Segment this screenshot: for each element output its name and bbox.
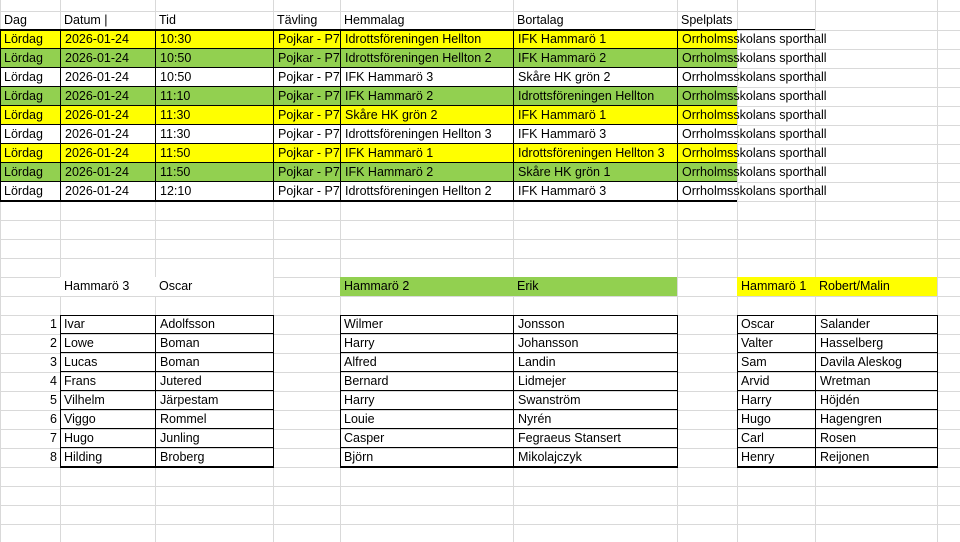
roster-first-name[interactable]: Harry — [340, 334, 513, 353]
roster-first-name[interactable]: Harry — [737, 391, 815, 410]
schedule-cell-plats[interactable]: Orrholmsskolans sporthall — [677, 106, 737, 125]
schedule-cell-borta[interactable]: Skåre HK grön 2 — [513, 68, 677, 87]
schedule-cell-tid[interactable]: 11:10 — [155, 87, 273, 106]
schedule-cell-datum[interactable]: 2026-01-24 — [60, 163, 155, 182]
roster-border — [340, 315, 678, 468]
roster-last-name[interactable]: Swanström — [513, 391, 677, 410]
roster-last-name[interactable]: Wretman — [815, 372, 937, 391]
roster-last-name[interactable]: Adolfsson — [155, 315, 273, 334]
schedule-cell-tavling[interactable]: Pojkar - P7 — [273, 163, 340, 182]
roster-coach[interactable]: Robert/Malin — [815, 277, 937, 296]
roster-first-name[interactable]: Lucas — [60, 353, 155, 372]
roster-first-name[interactable]: Bernard — [340, 372, 513, 391]
schedule-cell-dag[interactable]: Lördag — [0, 49, 60, 68]
schedule-cell-tid[interactable]: 12:10 — [155, 182, 273, 201]
schedule-cell-datum[interactable]: 2026-01-24 — [60, 182, 155, 201]
schedule-cell-plats[interactable]: Orrholmsskolans sporthall — [677, 87, 737, 106]
roster-first-name[interactable]: Henry — [737, 448, 815, 467]
schedule-cell-tavling[interactable]: Pojkar - P7 — [273, 144, 340, 163]
schedule-cell-datum[interactable]: 2026-01-24 — [60, 49, 155, 68]
schedule-cell-tavling[interactable]: Pojkar - P7 — [273, 106, 340, 125]
roster-player-number[interactable]: 6 — [50, 412, 57, 426]
schedule-cell-tid[interactable]: 11:30 — [155, 106, 273, 125]
roster-last-name[interactable]: Landin — [513, 353, 677, 372]
roster-first-name[interactable]: Casper — [340, 429, 513, 448]
schedule-cell-plats[interactable]: Orrholmsskolans sporthall — [677, 68, 737, 87]
roster-first-name[interactable]: Frans — [60, 372, 155, 391]
roster-last-name[interactable]: Boman — [155, 334, 273, 353]
roster-player-number[interactable]: 5 — [50, 393, 57, 407]
roster-first-name[interactable]: Hilding — [60, 448, 155, 467]
schedule-cell-tavling[interactable]: Pojkar - P7 — [273, 68, 340, 87]
schedule-cell-borta[interactable]: IFK Hammarö 1 — [513, 30, 677, 49]
roster-first-name[interactable]: Arvid — [737, 372, 815, 391]
schedule-cell-datum[interactable]: 2026-01-24 — [60, 106, 155, 125]
roster-last-name[interactable]: Reijonen — [815, 448, 937, 467]
roster-last-name[interactable]: Lidmejer — [513, 372, 677, 391]
schedule-border — [0, 30, 737, 202]
roster-first-name[interactable]: Harry — [340, 391, 513, 410]
schedule-cell-tavling[interactable]: Pojkar - P7 — [273, 125, 340, 144]
schedule-cell-dag[interactable]: Lördag — [0, 125, 60, 144]
roster-first-name[interactable]: Carl — [737, 429, 815, 448]
roster-last-name[interactable]: Höjdén — [815, 391, 937, 410]
roster-border — [737, 315, 938, 468]
header-hemmalag[interactable]: Hemmalag — [340, 11, 513, 30]
roster-team-name[interactable]: Hammarö 2 — [340, 277, 513, 296]
roster-player-number[interactable]: 7 — [50, 431, 57, 445]
schedule-cell-tid[interactable]: 11:30 — [155, 125, 273, 144]
roster-player-number[interactable]: 2 — [50, 336, 57, 350]
schedule-cell-plats[interactable]: Orrholmsskolans sporthall — [677, 144, 737, 163]
schedule-cell-tid[interactable]: 10:50 — [155, 49, 273, 68]
roster-last-name[interactable]: Mikolajczyk — [513, 448, 677, 467]
header-tavling[interactable]: Tävling — [273, 11, 340, 30]
schedule-cell-datum[interactable]: 2026-01-24 — [60, 68, 155, 87]
schedule-cell-plats[interactable]: Orrholmsskolans sporthall — [677, 163, 737, 182]
schedule-cell-hemma[interactable]: IFK Hammarö 2 — [340, 163, 513, 182]
roster-first-name[interactable]: Hugo — [60, 429, 155, 448]
roster-player-number[interactable]: 4 — [50, 374, 57, 388]
schedule-cell-tid[interactable]: 11:50 — [155, 163, 273, 182]
schedule-cell-hemma[interactable]: Idrottsföreningen Hellton 2 — [340, 49, 513, 68]
roster-last-name[interactable]: Broberg — [155, 448, 273, 467]
schedule-cell-dag[interactable]: Lördag — [0, 144, 60, 163]
roster-last-name[interactable]: Järpestam — [155, 391, 273, 410]
schedule-cell-tavling[interactable]: Pojkar - P7 — [273, 49, 340, 68]
schedule-cell-dag[interactable]: Lördag — [0, 68, 60, 87]
schedule-cell-tid[interactable]: 11:50 — [155, 144, 273, 163]
roster-first-name[interactable]: Vilhelm — [60, 391, 155, 410]
schedule-cell-borta[interactable]: Idrottsföreningen Hellton — [513, 87, 677, 106]
roster-first-name[interactable]: Oscar — [737, 315, 815, 334]
roster-coach[interactable]: Oscar — [155, 277, 273, 296]
roster-player-number[interactable]: 3 — [50, 355, 57, 369]
schedule-cell-hemma[interactable]: Idrottsföreningen Hellton 3 — [340, 125, 513, 144]
roster-last-name[interactable]: Junling — [155, 429, 273, 448]
roster-first-name[interactable]: Sam — [737, 353, 815, 372]
schedule-cell-tavling[interactable]: Pojkar - P7 — [273, 30, 340, 49]
header-bortalag[interactable]: Bortalag — [513, 11, 677, 30]
schedule-cell-tid[interactable]: 10:50 — [155, 68, 273, 87]
roster-coach[interactable]: Erik — [513, 277, 677, 296]
header-dag[interactable]: Dag — [0, 11, 60, 30]
roster-player-number[interactable]: 1 — [50, 317, 57, 331]
schedule-cell-borta[interactable]: IFK Hammarö 3 — [513, 182, 677, 201]
schedule-cell-hemma[interactable]: Idrottsföreningen Hellton — [340, 30, 513, 49]
roster-last-name[interactable]: Hasselberg — [815, 334, 937, 353]
roster-last-name[interactable]: Davila Aleskog — [815, 353, 937, 372]
roster-team-name[interactable]: Hammarö 3 — [60, 277, 155, 296]
roster-first-name[interactable]: Alfred — [340, 353, 513, 372]
schedule-cell-borta[interactable]: IFK Hammarö 1 — [513, 106, 677, 125]
schedule-cell-hemma[interactable]: Skåre HK grön 2 — [340, 106, 513, 125]
roster-first-name[interactable]: Viggo — [60, 410, 155, 429]
schedule-cell-tavling[interactable]: Pojkar - P7 — [273, 182, 340, 201]
schedule-cell-plats[interactable]: Orrholmsskolans sporthall — [677, 182, 737, 201]
schedule-cell-datum[interactable]: 2026-01-24 — [60, 30, 155, 49]
roster-first-name[interactable]: Wilmer — [340, 315, 513, 334]
roster-last-name[interactable]: Boman — [155, 353, 273, 372]
schedule-cell-plats[interactable]: Orrholmsskolans sporthall — [677, 30, 737, 49]
roster-team-name[interactable]: Hammarö 1 — [737, 277, 815, 296]
roster-first-name[interactable]: Hugo — [737, 410, 815, 429]
roster-last-name[interactable]: Rosen — [815, 429, 937, 448]
schedule-cell-borta[interactable]: Skåre HK grön 1 — [513, 163, 677, 182]
roster-player-number[interactable]: 8 — [50, 450, 57, 464]
roster-first-name[interactable]: Louie — [340, 410, 513, 429]
roster-last-name[interactable]: Rommel — [155, 410, 273, 429]
header-spelplats[interactable]: Spelplats — [677, 11, 815, 30]
schedule-cell-borta[interactable]: IFK Hammarö 3 — [513, 125, 677, 144]
schedule-cell-tavling[interactable]: Pojkar - P7 — [273, 87, 340, 106]
schedule-cell-borta[interactable]: IFK Hammarö 2 — [513, 49, 677, 68]
schedule-cell-datum[interactable]: 2026-01-24 — [60, 87, 155, 106]
schedule-cell-datum[interactable]: 2026-01-24 — [60, 144, 155, 163]
schedule-cell-datum[interactable]: 2026-01-24 — [60, 125, 155, 144]
roster-last-name[interactable]: Fegraeus Stansert — [513, 429, 677, 448]
roster-first-name[interactable]: Valter — [737, 334, 815, 353]
schedule-cell-tid[interactable]: 10:30 — [155, 30, 273, 49]
schedule-cell-dag[interactable]: Lördag — [0, 30, 60, 49]
roster-last-name[interactable]: Salander — [815, 315, 937, 334]
schedule-cell-plats[interactable]: Orrholmsskolans sporthall — [677, 125, 737, 144]
roster-first-name[interactable]: Ivar — [60, 315, 155, 334]
roster-first-name[interactable]: Björn — [340, 448, 513, 467]
schedule-cell-hemma[interactable]: IFK Hammarö 3 — [340, 68, 513, 87]
schedule-cell-dag[interactable]: Lördag — [0, 163, 60, 182]
roster-border — [60, 315, 274, 468]
schedule-cell-borta[interactable]: Idrottsföreningen Hellton 3 — [513, 144, 677, 163]
roster-last-name[interactable]: Hagengren — [815, 410, 937, 429]
schedule-cell-dag[interactable]: Lördag — [0, 182, 60, 201]
schedule-cell-hemma[interactable]: IFK Hammarö 1 — [340, 144, 513, 163]
roster-last-name[interactable]: Jonsson — [513, 315, 677, 334]
header-tid[interactable]: Tid — [155, 11, 273, 30]
schedule-cell-dag[interactable]: Lördag — [0, 87, 60, 106]
roster-last-name[interactable]: Nyrén — [513, 410, 677, 429]
roster-last-name[interactable]: Johansson — [513, 334, 677, 353]
schedule-cell-hemma[interactable]: Idrottsföreningen Hellton 2 — [340, 182, 513, 201]
roster-last-name[interactable]: Jutered — [155, 372, 273, 391]
schedule-cell-plats[interactable]: Orrholmsskolans sporthall — [677, 49, 737, 68]
schedule-cell-hemma[interactable]: IFK Hammarö 2 — [340, 87, 513, 106]
roster-first-name[interactable]: Lowe — [60, 334, 155, 353]
header-datum[interactable]: Datum | — [60, 11, 155, 30]
schedule-cell-dag[interactable]: Lördag — [0, 106, 60, 125]
